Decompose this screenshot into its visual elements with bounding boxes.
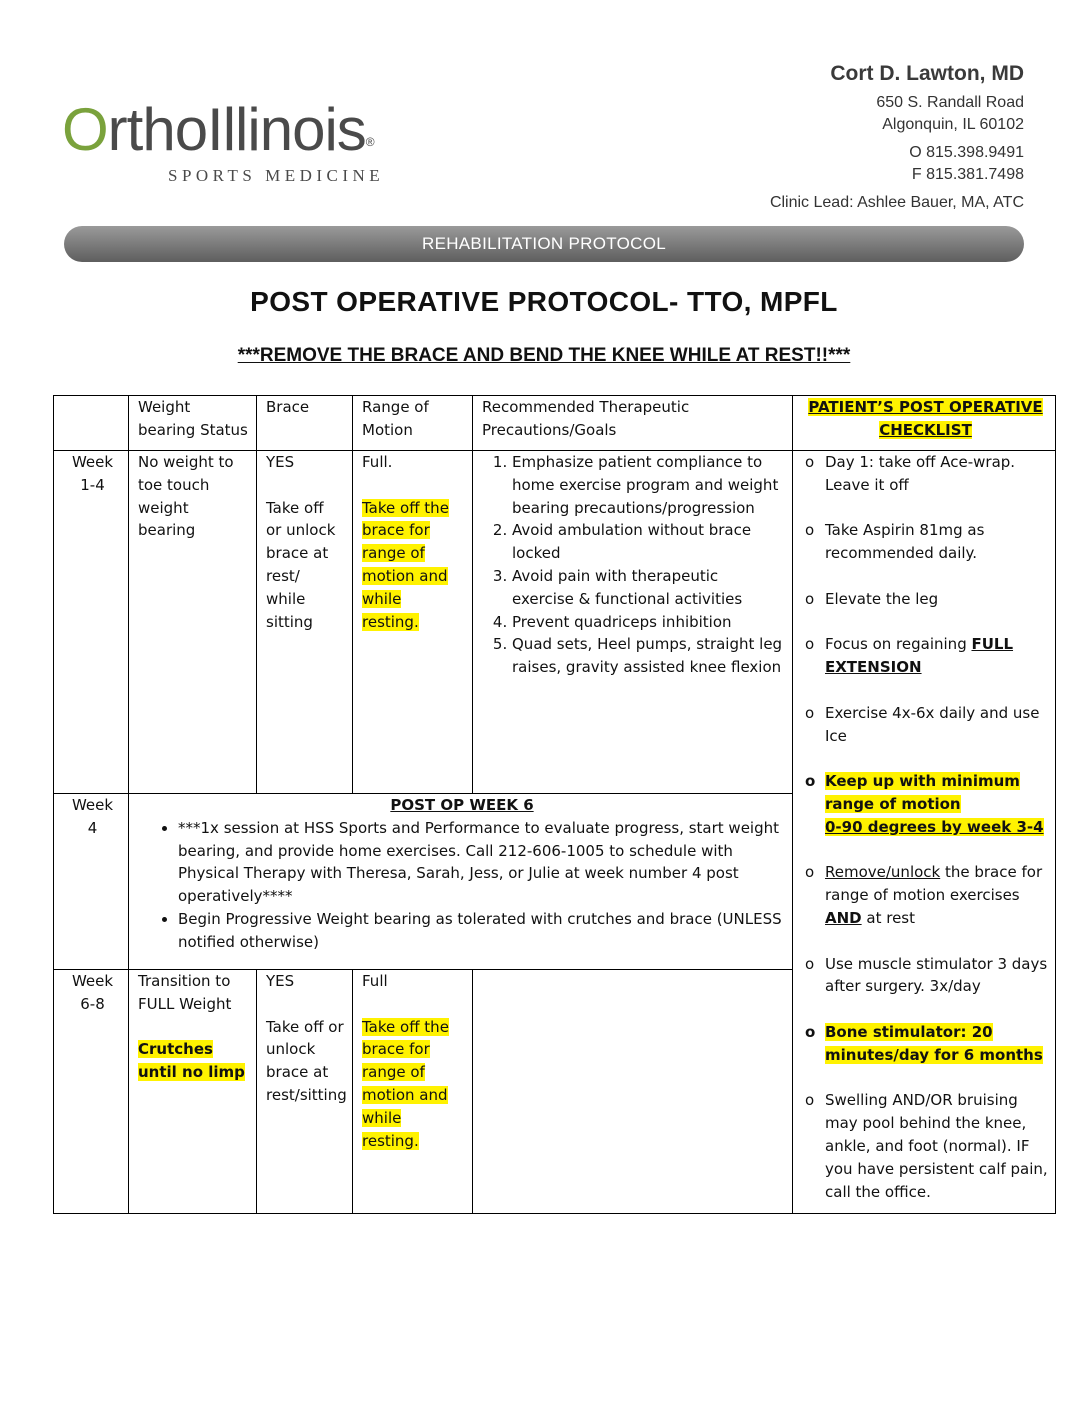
doctor-name: Cort D. Lawton, MD xyxy=(830,62,1024,85)
checklist-item: o Exercise 4x-6x daily and use Ice xyxy=(805,702,1049,748)
office-phone: O 815.398.9491 xyxy=(909,144,1024,161)
checklist-item: o Remove/unlock the brace for range of motion exercises AND at rest xyxy=(805,861,1049,929)
section-banner: REHABILITATION PROTOCOL xyxy=(64,226,1024,262)
table-header-row xyxy=(54,396,1056,451)
list-item: • Begin Progressive Weight bearing as tolerated with crutches and brace (UNLESS notified otherwise) xyxy=(178,908,786,954)
brace-cell: YES Take off or unlock brace at rest/ while sitting xyxy=(257,451,353,794)
warning-line: ***REMOVE THE BRACE AND BEND THE KNEE WHILE AT REST!!*** xyxy=(237,345,851,366)
header-brace: Brace xyxy=(257,396,353,451)
header-weight: Weight bearing Status xyxy=(129,396,257,451)
list-item: 4. Prevent quadriceps inhibition xyxy=(512,611,786,634)
header-therapy: Recommended Therapeutic Precautions/Goals xyxy=(473,396,793,451)
list-item: 3. Avoid pain with therapeutic exercise & functional activities xyxy=(512,565,786,611)
list-item: • ***1x session at HSS Sports and Performance to evaluate progress, start weight bearing, and provide home exercises. Call 212-606-1005 to schedule with Physical Therapy with Theresa, Sarah, Jess, or Julie at week number 4 post operatively**** xyxy=(178,817,786,908)
header-week xyxy=(54,396,129,451)
therapy-cell xyxy=(473,451,793,794)
checklist-item: o Elevate the leg xyxy=(805,588,1049,611)
week-cell: Week 6-8 xyxy=(54,970,129,1214)
checklist-item: o Keep up with minimum range of motion 0-90 degrees by week 3-4 xyxy=(805,770,1049,838)
header-rom: Range of Motion xyxy=(353,396,473,451)
weight-cell: Transition to FULL Weight Crutches until no limp xyxy=(129,970,257,1214)
week-cell: Week 1-4 xyxy=(54,451,129,794)
logo-wordmark: OrthoIllinois® xyxy=(62,96,374,163)
brace-cell: YES Take off or unlock brace at rest/sitting xyxy=(257,970,353,1214)
rom-cell: Full. Take off the brace for range of motion and while resting. xyxy=(353,451,473,794)
week6-heading: POST OP WEEK 6 xyxy=(390,796,534,814)
checklist-item: o Use muscle stimulator 3 days after surgery. 3x/day xyxy=(805,953,1049,999)
checklist-item: o Bone stimulator: 20 minutes/day for 6 months xyxy=(805,1021,1049,1067)
table-row xyxy=(54,451,1056,794)
rom-cell: Full Take off the brace for range of motion and while resting. xyxy=(353,970,473,1214)
logo-tagline: SPORTS MEDICINE xyxy=(168,166,385,185)
address-line2: Algonquin, IL 60102 xyxy=(882,116,1024,133)
clinic-lead: Clinic Lead: Ashlee Bauer, MA, ATC xyxy=(769,194,1024,211)
list-item: 2. Avoid ambulation without brace locked xyxy=(512,519,786,565)
doctor-info xyxy=(770,62,1024,214)
checklist-cell xyxy=(793,451,1056,1214)
checklist-item: o Take Aspirin 81mg as recommended daily. xyxy=(805,519,1049,565)
checklist-item: o Day 1: take off Ace-wrap. Leave it off xyxy=(805,451,1049,497)
protocol-table xyxy=(53,395,1056,1214)
logo xyxy=(62,98,422,190)
address-line1: 650 S. Randall Road xyxy=(876,94,1024,111)
therapy-cell xyxy=(473,970,793,1214)
fax-number: F 815.381.7498 xyxy=(911,166,1024,183)
header-checklist: PATIENT’S POST OPERATIVE CHECKLIST xyxy=(793,396,1056,451)
checklist-item: o Focus on regaining FULL EXTENSION xyxy=(805,633,1049,679)
week-cell: Week 4 xyxy=(54,794,129,970)
list-item: 1. Emphasize patient compliance to home exercise program and weight bearing precautions/progression xyxy=(512,451,786,519)
list-item: 5. Quad sets, Heel pumps, straight leg raises, gravity assisted knee flexion xyxy=(512,633,786,679)
weight-cell: No weight to toe touch weight bearing xyxy=(129,451,257,794)
page-title: POST OPERATIVE PROTOCOL- TTO, MPFL xyxy=(250,286,838,317)
week6-cell xyxy=(129,794,793,970)
checklist-item: o Swelling AND/OR bruising may pool behind the knee, ankle, and foot (normal). IF you have persistent calf pain, call the office. xyxy=(805,1089,1049,1203)
